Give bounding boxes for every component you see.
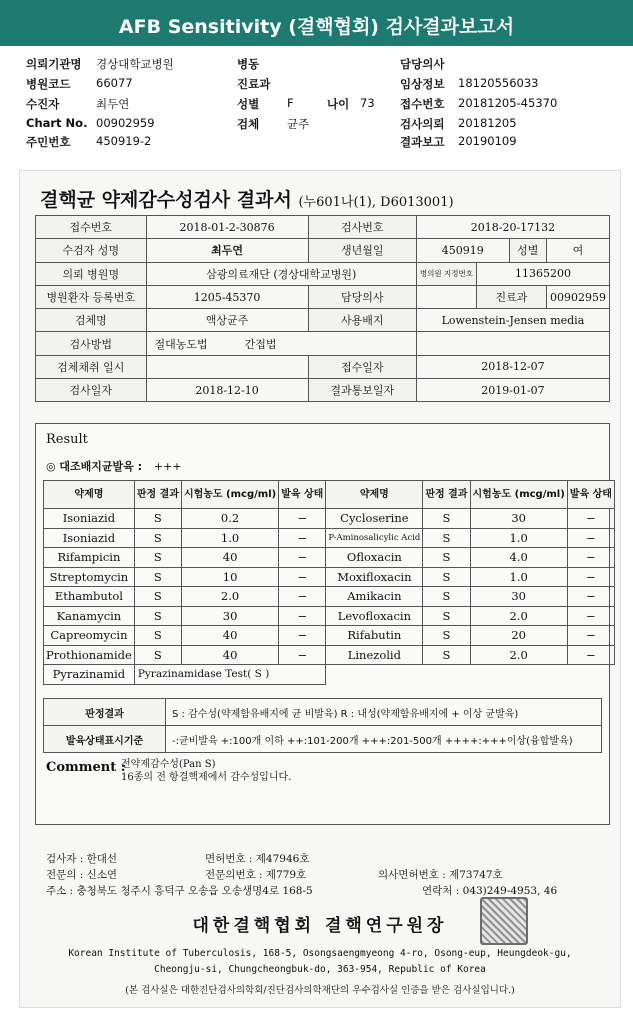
- test-concentration: 40: [181, 626, 278, 646]
- dept-cell-value: 00902959: [546, 285, 609, 308]
- result-label: Result: [46, 432, 88, 447]
- english-address-2: Cheongju-si, Chungcheongbuk-do, 363-954, Republic of Korea: [154, 964, 486, 975]
- chart-value: 00902959: [96, 116, 155, 130]
- tested-value: 2018-12-10: [146, 379, 308, 402]
- result-section: [35, 423, 610, 825]
- receipt-no-value: 2018-01-2-30876: [146, 216, 308, 239]
- collect-label: 검체채취 일시: [36, 355, 147, 378]
- drug-name: Levofloxacin: [326, 606, 423, 626]
- test-concentration: 40: [181, 548, 278, 568]
- growth-status: −: [279, 626, 326, 646]
- test-concentration: 30: [470, 509, 567, 529]
- test-no-label: 검사번호: [308, 216, 416, 239]
- report-title-text: 결핵균 약제감수성검사 결과서: [40, 189, 292, 211]
- drug-name: P-Aminosalicylic Acid: [326, 528, 423, 548]
- empty-cell: [326, 665, 615, 685]
- drug-table: [43, 480, 615, 685]
- sex-label-cell: 성별: [509, 239, 546, 262]
- english-address-1: Korean Institute of Tuberculosis, 168-5, Osongsaengmyeong 4-ro, Osong-eup, Heungdeok-gu,: [68, 948, 572, 959]
- drug-name: Prothionamide: [44, 645, 135, 665]
- judge-result: S: [134, 548, 181, 568]
- medium-label: 사용배지: [308, 309, 416, 332]
- judge-result: S: [134, 567, 181, 587]
- growth-status: −: [567, 587, 614, 607]
- test-concentration: 30: [181, 606, 278, 626]
- drug-name: Amikacin: [326, 587, 423, 607]
- method-2: 간접법: [244, 337, 277, 351]
- drug-name: Isoniazid: [44, 509, 135, 529]
- specimen-name-value: 액상균주: [146, 309, 308, 332]
- comment-text: [121, 758, 291, 784]
- table-row: [44, 567, 615, 587]
- drug-name: Moxifloxacin: [326, 567, 423, 587]
- table-row: [44, 528, 615, 548]
- growth-status: −: [567, 548, 614, 568]
- receipt-label: 접수번호: [400, 97, 445, 111]
- dob-value: 450919: [416, 239, 509, 262]
- drug-name: Kanamycin: [44, 606, 135, 626]
- collect-value: [146, 355, 308, 378]
- test-concentration: 1.0: [470, 528, 567, 548]
- control-plate-label: ◎ 대조배지균발육 :: [46, 460, 143, 473]
- drug-name: Pyrazinamid: [44, 665, 135, 685]
- medium-value: Lowenstein-Jensen media: [416, 309, 609, 332]
- comment-line-2: 16종의 전 항결핵제에서 감수성입니다.: [121, 772, 292, 783]
- drug-name: Ofloxacin: [326, 548, 423, 568]
- growth-legend-label: 발육상태표시기준: [44, 726, 166, 753]
- drug-name: Rifampicin: [44, 548, 135, 568]
- control-plate-value: +++: [153, 460, 182, 473]
- scanned-report: [19, 170, 621, 1008]
- judge-result: S: [134, 509, 181, 529]
- institute-name: 대한결핵협회 결핵연구원장: [192, 916, 448, 936]
- col-conc-right: 시험농도 (mcg/ml): [470, 481, 567, 509]
- comment-line-1: 전약제감수성(Pan S): [121, 759, 216, 770]
- table-row-pza: [44, 665, 615, 685]
- request-value: 20181205: [458, 116, 517, 130]
- test-concentration: 30: [470, 587, 567, 607]
- judge-result: S: [134, 587, 181, 607]
- notified-label: 결과통보일자: [308, 379, 416, 402]
- hospital-name-label: 의뢰 병원명: [36, 262, 147, 285]
- test-concentration: 2.0: [470, 606, 567, 626]
- col-judge-right: 판정 결과: [423, 481, 470, 509]
- judge-legend-text: S : 감수성(약제함유배지에 균 비발육) R : 내성(약제함유배지에 + 이상 균발육): [166, 699, 602, 726]
- table-row: [44, 626, 615, 646]
- specimen-value: 균주: [287, 117, 310, 131]
- report-info-table: [35, 215, 610, 402]
- doctor-label: 담당의사: [400, 57, 445, 71]
- col-judge-left: 판정 결과: [134, 481, 181, 509]
- age-value: 73: [360, 96, 375, 110]
- method-label: 검사방법: [36, 332, 147, 355]
- sex-label: 성별: [237, 97, 260, 111]
- recipient-label: 수진자: [26, 97, 60, 111]
- recipient-value: 최두연: [96, 97, 130, 111]
- rrn-value: 450919-2: [96, 134, 152, 148]
- test-concentration: 1.0: [470, 567, 567, 587]
- rrn-label: 주민번호: [26, 135, 71, 149]
- received-label: 접수일자: [308, 355, 416, 378]
- col-conc-left: 시험농도 (mcg/ml): [181, 481, 278, 509]
- report-label: 결과보고: [400, 135, 445, 149]
- name-label: 수검자 성명: [36, 239, 147, 262]
- sex-value-cell: 여: [546, 239, 609, 262]
- growth-status: −: [567, 509, 614, 529]
- growth-status: −: [567, 606, 614, 626]
- dept-label: 진료과: [237, 77, 271, 91]
- doctor-cell-value: [416, 285, 476, 308]
- method-empty: [416, 332, 609, 355]
- receipt-value: 20181205-45370: [458, 96, 558, 110]
- hospital-id-label: 병의원 지정번호: [416, 262, 476, 285]
- table-row: [44, 587, 615, 607]
- drug-name: Rifabutin: [326, 626, 423, 646]
- dob-label: 생년월일: [308, 239, 416, 262]
- reg-no-label: 병원환자 등록번호: [36, 285, 147, 308]
- pyrazinamidase-result: Pyrazinamidase Test( S ): [134, 665, 326, 685]
- judge-result: S: [423, 528, 470, 548]
- code-value: 66077: [96, 76, 133, 90]
- sex-value: F: [287, 96, 294, 110]
- report-value: 20190109: [458, 134, 517, 148]
- judge-result: S: [423, 606, 470, 626]
- table-row: [44, 645, 615, 665]
- table-row: [44, 606, 615, 626]
- clinical-label: 임상정보: [400, 77, 445, 91]
- growth-status: −: [279, 548, 326, 568]
- table-row: [44, 509, 615, 529]
- doctor-cell-label: 담당의사: [308, 285, 416, 308]
- test-concentration: 2.0: [181, 587, 278, 607]
- judge-result: S: [423, 567, 470, 587]
- table-row: [44, 548, 615, 568]
- test-concentration: 10: [181, 567, 278, 587]
- drug-name: Streptomycin: [44, 567, 135, 587]
- drug-name: Isoniazid: [44, 528, 135, 548]
- specialist: 전문의 : 신소연: [46, 869, 118, 881]
- drug-name: Linezolid: [326, 645, 423, 665]
- growth-status: −: [567, 567, 614, 587]
- request-label: 검사의뢰: [400, 117, 445, 131]
- judge-result: S: [423, 645, 470, 665]
- patient-info: [0, 46, 633, 168]
- phone: 연락처 : 043)249-4953, 46: [422, 885, 558, 897]
- growth-status: −: [279, 645, 326, 665]
- name-value: 최두연: [146, 239, 308, 262]
- test-concentration: 20: [470, 626, 567, 646]
- address: 주소 : 충청북도 청주시 흥덕구 오송읍 오송생명4로 168-5: [46, 885, 313, 897]
- tested-label: 검사일자: [36, 379, 147, 402]
- method-1: 절대농도법: [154, 337, 208, 351]
- judge-result: S: [134, 528, 181, 548]
- judge-legend-label: 판정결과: [44, 699, 166, 726]
- judge-result: S: [134, 645, 181, 665]
- page-title: AFB Sensitivity (결핵협회) 검사결과보고서: [118, 16, 515, 38]
- drug-name: Cycloserine: [326, 509, 423, 529]
- certification-note: (본 검사실은 대한진단검사의학회/진단검사의학재단의 우수검사실 인증을 받은 검사실입니다.): [125, 985, 515, 996]
- judge-result: S: [134, 606, 181, 626]
- growth-status: −: [567, 528, 614, 548]
- test-concentration: 4.0: [470, 548, 567, 568]
- judge-result: S: [423, 548, 470, 568]
- specialist-no: 전문의번호 : 제779호: [205, 869, 307, 881]
- dept-cell-label: 진료과: [477, 285, 547, 308]
- tester-license: 면허번호 : 제47946호: [205, 853, 310, 865]
- col-drug-right: 약제명: [326, 481, 423, 509]
- judge-result: S: [423, 626, 470, 646]
- doctor-license: 의사면허번호 : 제73747호: [378, 869, 503, 881]
- growth-status: −: [279, 528, 326, 548]
- control-plate: [46, 458, 182, 474]
- age-label: 나이: [327, 97, 350, 111]
- notified-value: 2019-01-07: [416, 379, 609, 402]
- report-title: [40, 185, 454, 212]
- growth-status: −: [567, 626, 614, 646]
- specimen-name-label: 검체명: [36, 309, 147, 332]
- judge-result: S: [134, 626, 181, 646]
- official-seal: [480, 897, 528, 945]
- test-concentration: 0.2: [181, 509, 278, 529]
- test-concentration: 40: [181, 645, 278, 665]
- growth-status: −: [279, 587, 326, 607]
- judge-result: S: [423, 587, 470, 607]
- growth-status: −: [279, 509, 326, 529]
- growth-legend-text: -:균비발육 +:100개 이하 ++:101-200개 +++:201-500개 ++++:+++이상(융합발육): [166, 726, 602, 753]
- col-growth-left: 발육 상태: [279, 481, 326, 509]
- legend-table: [43, 698, 602, 753]
- growth-status: −: [567, 645, 614, 665]
- drug-name: Ethambutol: [44, 587, 135, 607]
- judge-result: S: [423, 509, 470, 529]
- comment-label: Comment :: [46, 760, 126, 775]
- growth-status: −: [279, 606, 326, 626]
- tester: 검사자 : 한대선: [46, 853, 118, 865]
- report-code: (누601나(1), D6013001): [298, 195, 454, 210]
- col-growth-right: 발육 상태: [567, 481, 614, 509]
- chart-label: Chart No.: [26, 116, 88, 130]
- hospital-label: 의뢰기관명: [26, 57, 82, 71]
- reg-no-value: 1205-45370: [146, 285, 308, 308]
- received-value: 2018-12-07: [416, 355, 609, 378]
- growth-status: −: [279, 567, 326, 587]
- test-concentration: 1.0: [181, 528, 278, 548]
- code-label: 병원코드: [26, 77, 71, 91]
- receipt-no-label: 접수번호: [36, 216, 147, 239]
- method-value: [146, 332, 416, 355]
- ward-label: 병동: [237, 57, 260, 71]
- test-concentration: 2.0: [470, 645, 567, 665]
- hospital-value: 경상대학교병원: [96, 57, 174, 71]
- hospital-name-value: 삼광의료재단 (경상대학교병원): [146, 262, 416, 285]
- test-no-value: 2018-20-17132: [416, 216, 609, 239]
- drug-name: Capreomycin: [44, 626, 135, 646]
- header-bar: [0, 0, 633, 46]
- clinical-value: 18120556033: [458, 76, 539, 90]
- col-drug-left: 약제명: [44, 481, 135, 509]
- specimen-label: 검체: [237, 117, 260, 131]
- hospital-id-value: 11365200: [477, 262, 610, 285]
